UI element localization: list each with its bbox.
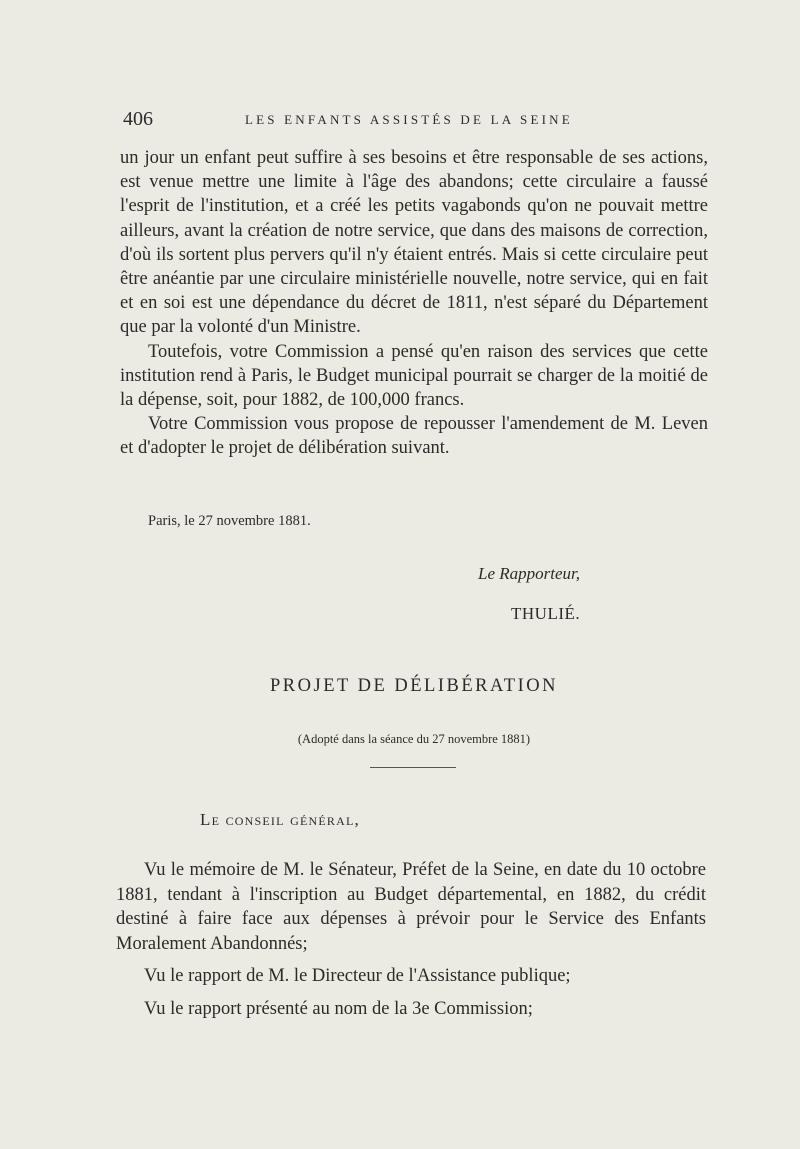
paragraph: Votre Commission vous propose de repousser l'amendement de M. Leven et d'adopter le projet de délibération suivant.	[120, 414, 708, 459]
paragraph: un jour un enfant peut suffire à ses besoins et être responsable de ses actions, est venue mettre une limite à l'âge des abandons; cette circulaire a faussé l'esprit de l'institution, et a créé les petits vagabonds qu'on ne pouvait mettre ailleurs, avant la création de notre service, que dans des maisons de correction, d'où ils sortent plus pervers qu'il n'y étaient entrés. Mais si cette circulaire peut être anéantie par une circulaire ministérielle nouvelle, notre service, qui en fait et en soi est une dépendance du décret de 1811, n'est séparé du Département que par la volonté d'un Ministre.	[120, 148, 708, 338]
body-text	[120, 146, 708, 461]
resolution-clauses	[116, 858, 706, 1029]
page-header	[120, 108, 710, 134]
rapporteur-title: Le Rapporteur,	[478, 564, 580, 583]
divider-rule	[370, 767, 456, 768]
running-head: LES ENFANTS ASSISTÉS DE LA SEINE	[245, 112, 573, 127]
clause: Vu le rapport de M. le Directeur de l'Assistance publique;	[144, 966, 571, 986]
page-number: 406	[123, 108, 153, 130]
section-title: PROJET DE DÉLIBÉRATION	[270, 676, 558, 696]
rapporteur-name: THULIÉ.	[511, 604, 581, 623]
council-heading: Le conseil général,	[200, 810, 360, 829]
date-line: Paris, le 27 novembre 1881.	[148, 513, 311, 529]
paragraph: Toutefois, votre Commission a pensé qu'en raison des services que cette institution rend à Paris, le Budget municipal pourrait se charger de la moitié de la dépense, soit, pour 1882, de 100,000 francs.	[120, 341, 708, 411]
clause: Vu le mémoire de M. le Sénateur, Préfet de la Seine, en date du 10 octobre 1881, tendant à l'inscription au Budget départemental, en 1882, du crédit destiné à faire face aux dépenses à prévoir pour le Service des Enfants Moralement Abandonnés;	[116, 860, 706, 954]
adoption-note: (Adopté dans la séance du 27 novembre 1881)	[297, 732, 531, 746]
clause: Vu le rapport présenté au nom de la 3e Commission;	[144, 998, 533, 1019]
